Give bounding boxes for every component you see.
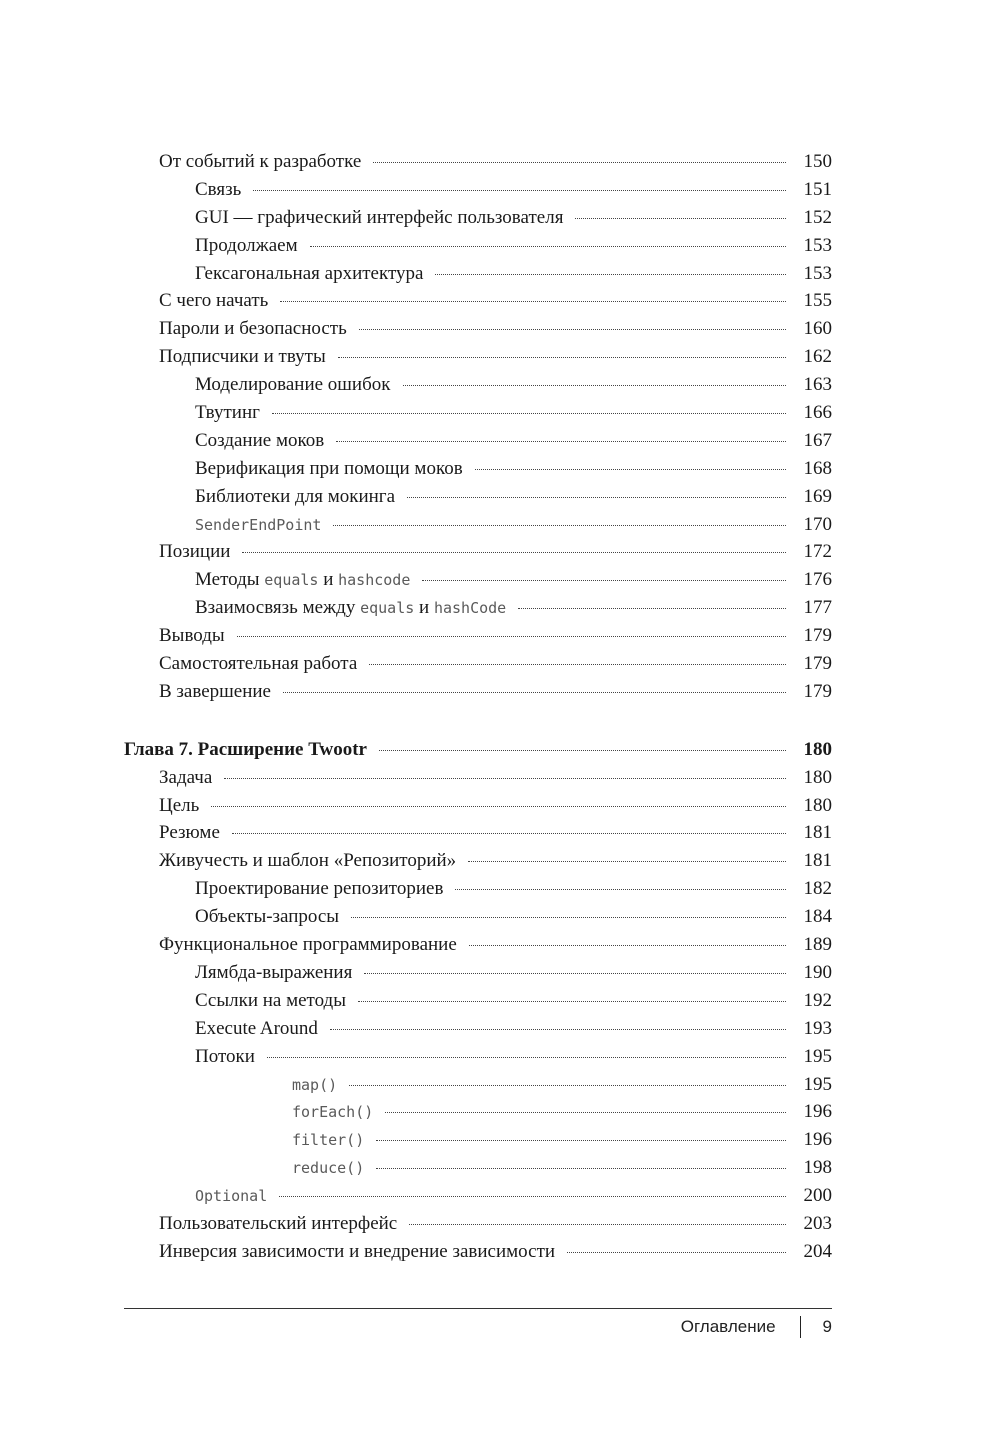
toc-entry-title: Инверсия зависимости и внедрение зависимости	[159, 1240, 556, 1262]
toc-entry-page: 170	[803, 513, 832, 535]
toc-entry-title: Функциональное программирование	[159, 934, 457, 956]
toc-entry-page: 204	[803, 1240, 832, 1262]
toc-entry-page: 152	[803, 206, 832, 228]
toc-entry-page: 169	[803, 485, 832, 507]
dot-leader	[455, 888, 786, 890]
toc-entry-title: Ссылки на методы	[195, 989, 346, 1011]
toc-entry-page: 176	[803, 569, 832, 591]
toc-entry[interactable]	[124, 1071, 832, 1099]
toc-entry-page: 160	[803, 318, 832, 340]
toc-entry[interactable]	[124, 427, 832, 455]
toc-entry-page: 150	[803, 151, 832, 172]
toc-entry-page: 189	[803, 934, 832, 956]
toc-entry-page: 196	[803, 1101, 832, 1123]
toc-entry-title: Цель	[159, 794, 200, 816]
toc-entry-title	[195, 511, 333, 540]
toc-entry[interactable]	[124, 764, 832, 792]
footer-divider	[124, 1308, 832, 1309]
dot-leader	[379, 749, 786, 751]
toc-entry-title	[292, 1098, 385, 1127]
toc-entry[interactable]	[124, 566, 832, 594]
toc-entry[interactable]	[124, 622, 832, 650]
toc-entry-title: Самостоятельная работа	[159, 653, 358, 675]
toc-entry[interactable]	[124, 650, 832, 678]
code-term: map()	[292, 1075, 338, 1094]
toc-entry-page: 192	[803, 989, 832, 1011]
dot-leader	[280, 300, 786, 302]
code-term: hashcode	[338, 571, 411, 590]
toc-entry[interactable]	[124, 1182, 832, 1210]
toc-entry-page: 179	[803, 680, 832, 702]
dot-leader	[518, 607, 786, 609]
toc-entry[interactable]	[124, 1210, 832, 1238]
toc-entry-page: 168	[803, 457, 832, 479]
toc-entry[interactable]	[124, 176, 832, 204]
code-term: reduce()	[292, 1159, 365, 1178]
code-term: filter()	[292, 1131, 365, 1150]
toc-entry-title: Execute Around	[195, 1017, 318, 1039]
code-term: SenderEndPoint	[195, 515, 322, 534]
toc-entry-title: Создание моков	[195, 429, 325, 451]
toc-entry[interactable]	[124, 819, 832, 847]
toc-entry-title: Позиции	[159, 541, 231, 563]
dot-leader	[575, 217, 786, 219]
dot-leader	[267, 1056, 786, 1058]
dot-leader	[376, 1167, 786, 1169]
toc-entry-page: 196	[803, 1129, 832, 1151]
code-term: equals	[360, 599, 415, 618]
dot-leader	[272, 412, 786, 414]
toc-entry[interactable]	[124, 987, 832, 1015]
toc-entry[interactable]	[124, 903, 832, 931]
dot-leader	[349, 1084, 786, 1086]
dot-leader	[338, 356, 786, 358]
toc-entry-page: 153	[803, 262, 832, 284]
toc-entry-title: Продолжаем	[195, 234, 298, 256]
toc-entry[interactable]	[124, 1043, 832, 1071]
toc-entry[interactable]	[124, 792, 832, 820]
toc-entry-title: Пользовательский интерфейс	[159, 1212, 398, 1234]
dot-leader	[422, 579, 786, 581]
dot-leader	[237, 635, 786, 637]
dot-leader	[469, 944, 786, 946]
toc-entry-page: 180	[803, 794, 832, 816]
code-term: equals	[264, 571, 319, 590]
toc-entry-page: 167	[803, 429, 832, 451]
toc-entry-page: 195	[803, 1045, 832, 1067]
toc-entry-title: Связь	[195, 178, 242, 200]
dot-leader	[224, 777, 786, 779]
toc-entry[interactable]	[124, 287, 832, 315]
toc-entry[interactable]	[124, 594, 832, 622]
toc-entry[interactable]	[124, 232, 832, 260]
toc-entry-page: 162	[803, 346, 832, 368]
toc-entry-page: 190	[803, 961, 832, 983]
toc-entry-page: 200	[803, 1185, 832, 1207]
toc-entry-title	[292, 1126, 376, 1155]
toc-entry[interactable]	[124, 483, 832, 511]
toc-entry-title: Библиотеки для мокинга	[195, 485, 396, 507]
toc-entry-title: От событий к разработке	[159, 151, 362, 172]
dot-leader	[336, 440, 786, 442]
toc-entry-page: 184	[803, 906, 832, 928]
dot-leader	[403, 384, 787, 386]
title-text: Взаимосвязь между	[195, 597, 361, 619]
toc-entry-title: Твутинг	[195, 402, 260, 424]
toc-entry-page: 181	[803, 822, 832, 844]
toc-entry-title: Гексагональная архитектура	[195, 262, 424, 284]
running-footer	[681, 1316, 832, 1338]
dot-leader	[364, 972, 786, 974]
toc-entry-title	[292, 1154, 376, 1183]
toc-entry-page: 179	[803, 653, 832, 675]
dot-leader	[330, 1028, 786, 1030]
toc-entry-title: Задача	[159, 766, 213, 788]
toc-entry-page: 180	[803, 738, 832, 760]
toc-entry-page: 166	[803, 402, 832, 424]
title-text: и	[414, 597, 434, 619]
toc-entry[interactable]	[124, 1238, 832, 1266]
toc-entry-title: Живучесть и шаблон «Репозиторий»	[159, 850, 457, 872]
toc-entry-title: Проектирование репозиториев	[195, 878, 444, 900]
toc-entry[interactable]	[124, 260, 832, 288]
toc-entry-title: Верификация при помощи моков	[195, 457, 463, 479]
toc-entry[interactable]	[124, 1098, 832, 1126]
code-term: Optional	[195, 1187, 268, 1206]
toc-entry-title: Глава 7. Расширение Twootr	[124, 738, 367, 760]
title-text: и	[318, 569, 339, 591]
toc-entry-title: GUI — графический интерфейс пользователя	[195, 206, 564, 228]
table-of-contents	[124, 148, 832, 1266]
toc-chapter-entry[interactable]	[124, 736, 832, 764]
toc-entry[interactable]	[124, 148, 832, 176]
footer-separator	[800, 1316, 801, 1338]
toc-entry-page: 198	[803, 1157, 832, 1179]
toc-entry[interactable]	[124, 343, 832, 371]
dot-leader	[242, 551, 786, 553]
toc-entry[interactable]	[124, 455, 832, 483]
dot-leader	[232, 832, 786, 834]
toc-entry[interactable]	[124, 1126, 832, 1154]
dot-leader	[373, 161, 786, 163]
toc-entry[interactable]	[124, 1154, 832, 1182]
toc-entry[interactable]	[124, 371, 832, 399]
toc-entry-page: 151	[803, 178, 832, 200]
dot-leader	[567, 1251, 786, 1253]
toc-entry-title: Лямбда-выражения	[195, 961, 353, 983]
toc-entry[interactable]	[124, 875, 832, 903]
toc-entry[interactable]	[124, 315, 832, 343]
toc-entry-page: 155	[803, 290, 832, 312]
toc-entry-page: 203	[803, 1212, 832, 1234]
toc-entry-page: 153	[803, 234, 832, 256]
toc-entry[interactable]	[124, 847, 832, 875]
toc-entry-title: Резюме	[159, 822, 220, 844]
toc-entry-title: Пароли и безопасность	[159, 318, 347, 340]
toc-entry-page: 180	[803, 766, 832, 788]
toc-entry-page: 193	[803, 1017, 832, 1039]
dot-leader	[211, 805, 786, 807]
toc-entry-title: В завершение	[159, 680, 271, 702]
toc-entry-title: Потоки	[195, 1045, 255, 1067]
toc-entry-title: Выводы	[159, 625, 225, 647]
toc-entry-title: Подписчики и твуты	[159, 346, 326, 368]
title-text: Методы	[195, 569, 265, 591]
toc-entry[interactable]	[124, 511, 832, 539]
toc-entry-title: Моделирование ошибок	[195, 374, 391, 396]
toc-entry-page: 181	[803, 850, 832, 872]
toc-entry-title: С чего начать	[159, 290, 269, 312]
toc-entry[interactable]	[124, 538, 832, 566]
dot-leader	[359, 328, 786, 330]
footer-page-number: 9	[822, 1317, 832, 1336]
dot-leader	[358, 1000, 786, 1002]
dot-leader	[407, 496, 786, 498]
toc-entry-page: 163	[803, 374, 832, 396]
toc-entry-title: Объекты-запросы	[195, 906, 340, 928]
dot-leader	[333, 524, 786, 526]
dot-leader	[279, 1195, 786, 1197]
dot-leader	[475, 468, 786, 470]
code-term: forEach()	[292, 1103, 374, 1122]
dot-leader	[468, 860, 786, 862]
dot-leader	[369, 663, 786, 665]
toc-entry-title	[195, 594, 518, 623]
toc-entry-page: 195	[803, 1073, 832, 1095]
dot-leader	[385, 1111, 786, 1113]
toc-entry[interactable]	[124, 1015, 832, 1043]
dot-leader	[435, 273, 786, 275]
dot-leader	[376, 1139, 786, 1141]
code-term: hashCode	[433, 599, 507, 618]
toc-entry[interactable]	[124, 959, 832, 987]
toc-entry-title	[292, 1071, 349, 1100]
footer-section-title: Оглавление	[680, 1317, 776, 1336]
toc-entry[interactable]	[124, 678, 832, 706]
toc-entry-page: 179	[803, 625, 832, 647]
toc-entry-title	[195, 1182, 279, 1211]
dot-leader	[310, 245, 786, 247]
toc-entry[interactable]	[124, 399, 832, 427]
dot-leader	[409, 1223, 786, 1225]
toc-entry-page: 182	[803, 878, 832, 900]
toc-entry[interactable]	[124, 204, 832, 232]
dot-leader	[283, 691, 786, 693]
toc-entry-page: 177	[803, 597, 832, 619]
dot-leader	[351, 916, 786, 918]
toc-entry-title	[195, 566, 422, 595]
toc-entry[interactable]	[124, 931, 832, 959]
dot-leader	[253, 189, 786, 191]
toc-entry-page: 172	[803, 541, 832, 563]
